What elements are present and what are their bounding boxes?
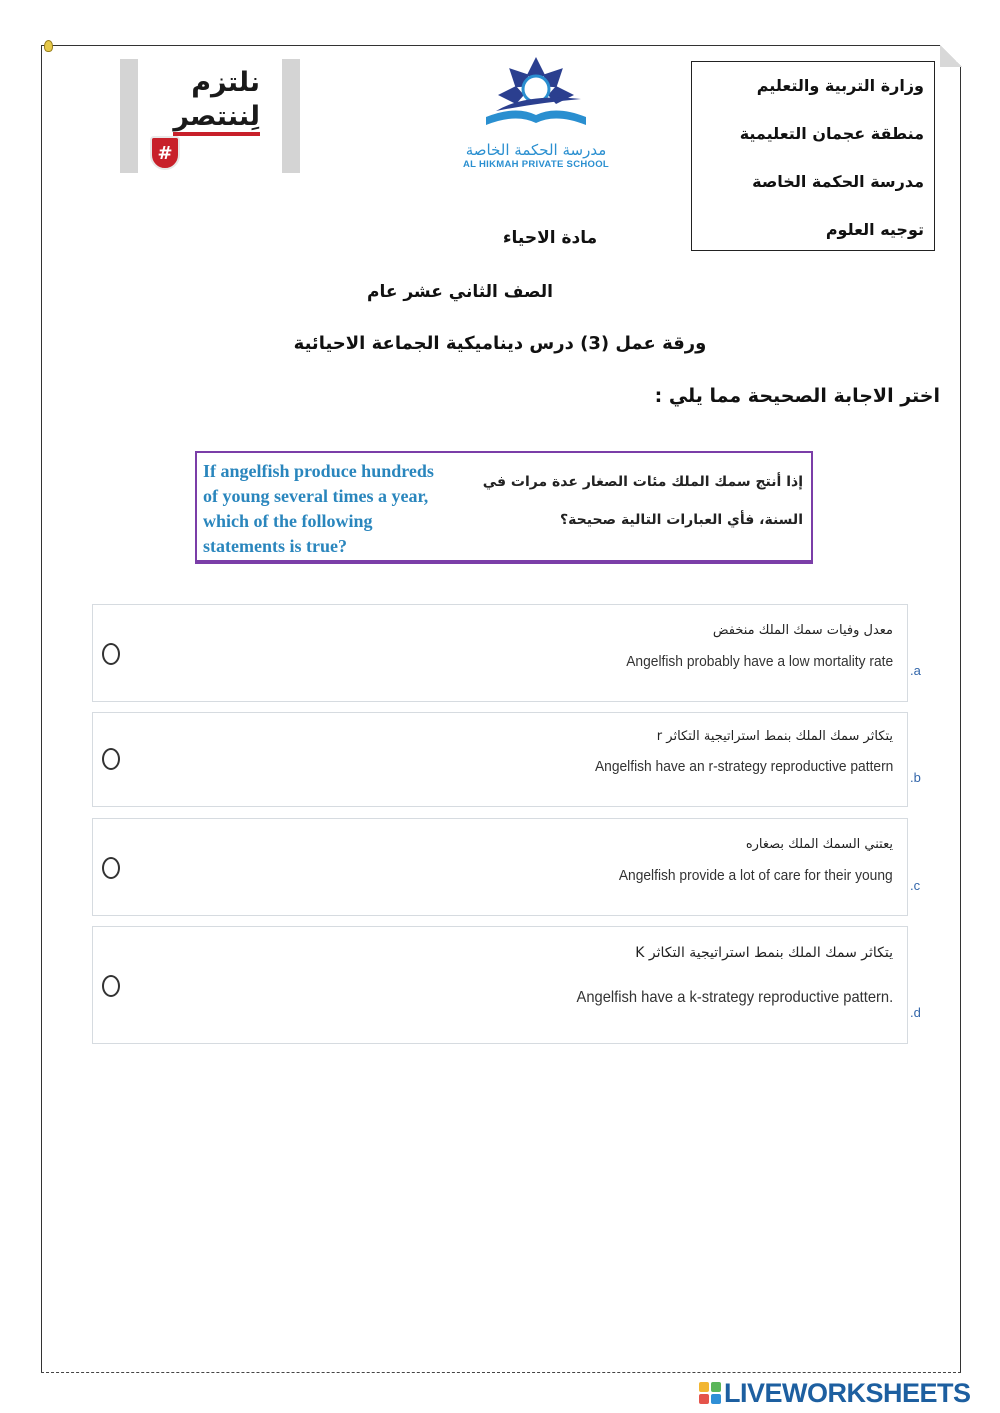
worksheet-title: ورقة عمل (3) درس ديناميكية الجماعة الاحيائية [293,333,707,354]
hashtag-shield-icon: # [150,136,180,170]
answer-option-d[interactable] [92,926,908,1044]
option-b-letter: .b [910,770,921,785]
question-arabic: إذا أنتج سمك الملك مئات الصغار عدة مرات في السنة، فأي العبارات التالية صحيحة؟ [482,474,803,528]
school-name-arabic: مدرسة الحكمة الخاصة [465,141,607,159]
option-b-arabic: يتكاثر سمك الملك بنمط استراتيجية التكاثر r [656,729,893,744]
grade-title: الصف الثاني عشر عام [366,282,554,302]
option-a-letter: .a [910,663,921,678]
page-fold-corner [940,45,962,67]
option-d-letter: .d [910,1005,921,1020]
option-b-english: Angelfish have an r-strategy reproductive pattern [594,758,893,775]
school-name-english: AL HIKMAH PRIVATE SCHOOL [462,159,609,170]
answer-option-c[interactable] [92,818,908,916]
brand-grid-icon [699,1382,721,1404]
option-d-arabic: يتكاثر سمك الملك بنمط استراتيجية التكاثر K [635,945,893,961]
radio-button-b[interactable] [102,748,120,770]
answer-option-a[interactable] [92,604,908,702]
school-emblem-icon [448,53,624,143]
option-a-english: Angelfish probably have a low mortality rate [626,653,893,670]
answer-option-b[interactable] [92,712,908,807]
district-line: منطقة عجمان التعليمية [739,124,924,143]
radio-button-a[interactable] [102,643,120,665]
ministry-line: وزارة التربية والتعليم [756,76,924,95]
ministry-info-box [691,61,935,251]
slogan-line-1: نلتزم [191,67,260,98]
radio-button-d[interactable] [102,975,120,997]
question-box [195,451,813,564]
department-line: توجيه العلوم [825,220,924,239]
option-c-english: Angelfish provide a lot of care for their young [619,867,893,884]
option-a-arabic: معدل وفيات سمك الملك منخفض [712,623,893,638]
subject-title: مادة الاحياء [502,228,598,248]
radio-button-c[interactable] [102,857,120,879]
slogan-badge [120,59,300,173]
question-english: If angelfish produce hundreds of young several times a year, which of the following statements is true? [203,461,434,556]
slogan-line-2: لِننتصر [173,101,260,136]
option-c-letter: .c [910,878,921,893]
pin-icon [44,40,53,52]
brand-name: LIVEWORKSHEETS [724,1378,971,1408]
bottom-divider [41,1372,961,1373]
instruction-text: اختر الاجابة الصحيحة مما يلي : [654,385,940,407]
option-c-arabic: يعتني السمك الملك بصغاره [745,837,893,852]
option-d-english: Angelfish have a k-strategy reproductive pattern. [576,989,893,1006]
school-line: مدرسة الحكمة الخاصة [752,172,924,191]
school-logo [448,53,624,178]
